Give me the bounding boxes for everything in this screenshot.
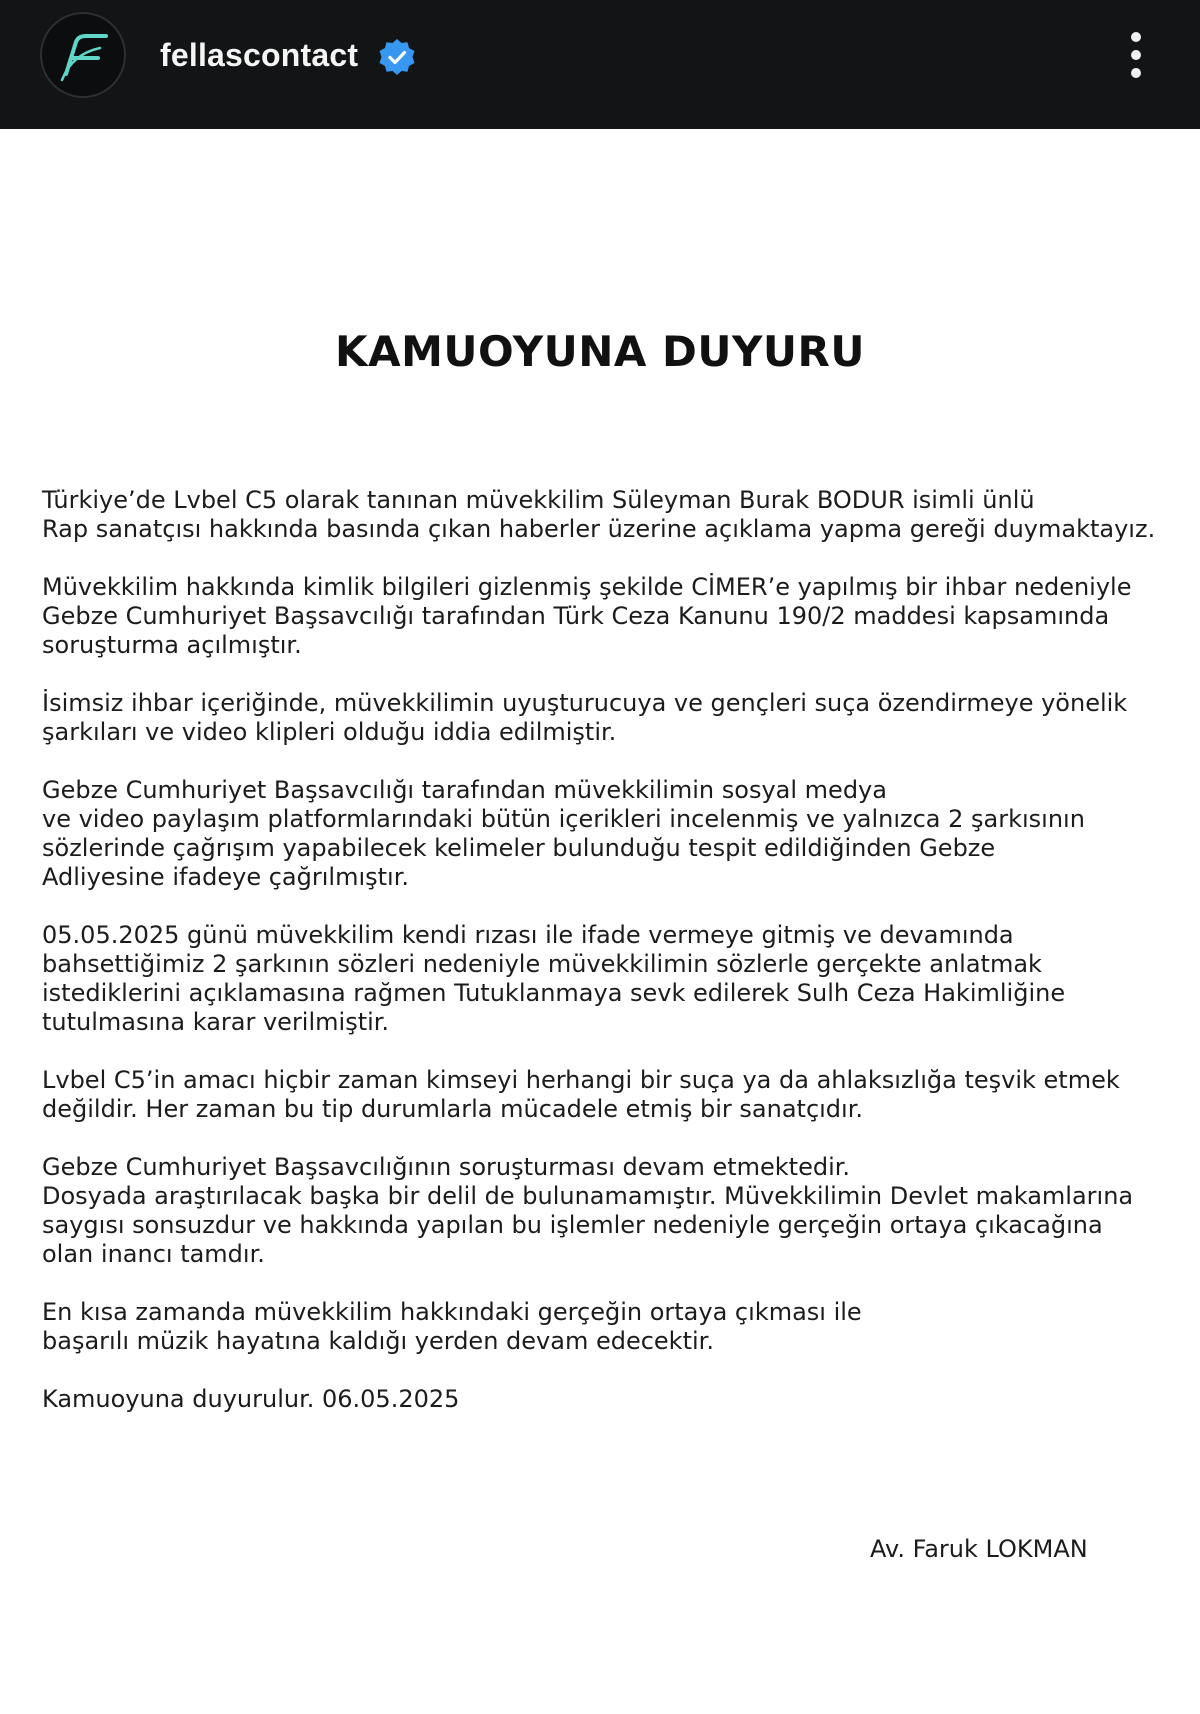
paragraph-line: olan inancı tamdır. <box>42 1240 265 1268</box>
paragraph <box>42 486 1182 544</box>
paragraph-line: Lvbel C5’in amacı hiçbir zaman kimseyi herhangi bir suça ya da ahlaksızlığa teşvik etmek <box>42 1066 1120 1094</box>
paragraph-line: Adliyesine ifadeye çağrılmıştır. <box>42 863 409 891</box>
verified-badge-icon <box>377 37 417 77</box>
paragraph <box>42 573 1182 660</box>
paragraph-line: tutulmasına karar verilmiştir. <box>42 1008 390 1036</box>
more-options-button[interactable] <box>1118 28 1154 82</box>
paragraph-line: bahsettiğimiz 2 şarkının sözleri nedeniyle müvekkilimin sözlerle gerçekte anlatmak <box>42 950 1042 978</box>
paragraph-line: Müvekkilim hakkında kimlik bilgileri gizlenmiş şekilde CİMER’e yapılmış bir ihbar nedeniyle <box>42 573 1132 601</box>
paragraph-line: istediklerini açıklamasına rağmen Tutuklanmaya sevk edilerek Sulh Ceza Hakimliğine <box>42 979 1066 1007</box>
paragraph-line: değildir. Her zaman bu tip durumlarla mücadele etmiş bir sanatçıdır. <box>42 1095 864 1123</box>
paragraph-line: En kısa zamanda müvekkilim hakkındaki gerçeğin ortaya çıkması ile <box>42 1298 862 1326</box>
paragraph-line: Dosyada araştırılacak başka bir delil de bulunamamıştır. Müvekkilimin Devlet makamlarına <box>42 1182 1134 1210</box>
document-title: KAMUOYUNA DUYURU <box>335 327 865 376</box>
paragraph-line: sözlerinde çağrışım yapabilecek kelimeler bulunduğu tespit edildiğinden Gebze <box>42 834 996 862</box>
paragraph <box>42 689 1182 747</box>
paragraph-line: soruşturma açılmıştır. <box>42 631 302 659</box>
fellas-logo-icon <box>42 14 124 96</box>
paragraph-line: Türkiye’de Lvbel C5 olarak tanınan müvekkilim Süleyman Burak BODUR isimli ünlü <box>42 486 1035 514</box>
paragraph-line: ve video paylaşım platformlarındaki bütün içerikleri incelenmiş ve yalnızca 2 şarkısının <box>42 805 1085 833</box>
paragraph-line: Gebze Cumhuriyet Başsavcılığı tarafından müvekkilimin sosyal medya <box>42 776 887 804</box>
paragraph-line: Rap sanatçısı hakkında basında çıkan haberler üzerine açıklama yapma gereği duymaktayız. <box>42 515 1156 543</box>
paragraph <box>42 1298 1182 1356</box>
more-vertical-icon <box>1131 32 1141 42</box>
post-header <box>0 0 1200 129</box>
paragraph-line: saygısı sonsuzdur ve hakkında yapılan bu işlemler nedeniyle gerçeğin ortaya çıkacağına <box>42 1211 1103 1239</box>
paragraph-line: İsimsiz ihbar içeriğinde, müvekkilimin uyuşturucuya ve gençleri suça özendirmeye yönelik <box>42 689 1128 717</box>
account-username[interactable]: fellascontact <box>160 37 359 73</box>
document-body <box>42 486 1182 1443</box>
paragraph-line: Gebze Cumhuriyet Başsavcılığının soruşturması devam etmektedir. <box>42 1153 851 1181</box>
paragraph-line: şarkıları ve video klipleri olduğu iddia edilmiştir. <box>42 718 617 746</box>
paragraph <box>42 776 1182 892</box>
paragraph-line: Gebze Cumhuriyet Başsavcılığı tarafından Türk Ceza Kanunu 190/2 maddesi kapsamında <box>42 602 1110 630</box>
paragraph-line: başarılı müzik hayatına kaldığı yerden devam edecektir. <box>42 1327 714 1355</box>
paragraph-line: Kamuoyuna duyurulur. 06.05.2025 <box>42 1385 460 1413</box>
paragraph-line: 05.05.2025 günü müvekkilim kendi rızası ile ifade vermeye gitmiş ve devamında <box>42 921 1014 949</box>
paragraph <box>42 921 1182 1037</box>
signature: Av. Faruk LOKMAN <box>870 1535 1088 1563</box>
paragraph <box>42 1066 1182 1124</box>
paragraph <box>42 1385 1182 1414</box>
paragraph <box>42 1153 1182 1269</box>
profile-avatar[interactable] <box>40 12 126 98</box>
